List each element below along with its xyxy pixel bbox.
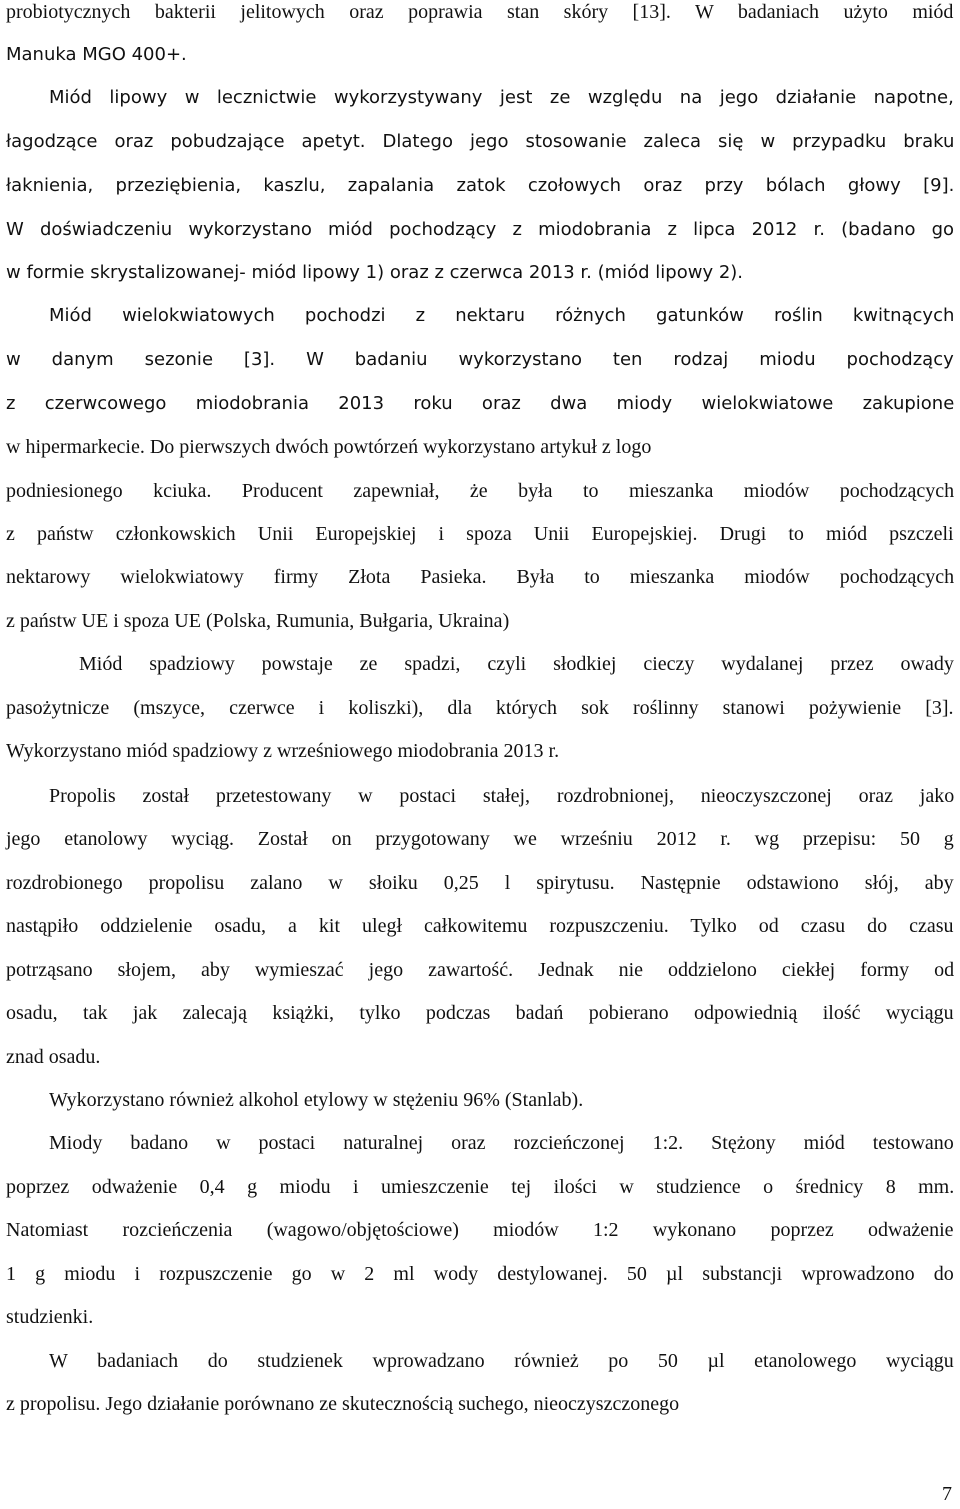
text-line xyxy=(6,1045,954,1069)
text-line-content: W badaniach do studzienek wprowadzano również po 50 µl etanolowego wyciągu xyxy=(49,1350,954,1372)
text-line xyxy=(6,435,954,459)
text-line-content: w danym sezonie [3]. W badaniu wykorzystano ten rodzaj miodu pochodzący xyxy=(6,349,954,370)
text-line xyxy=(6,827,954,851)
text-line-content: w formie skrystalizowanej- miód lipowy 1) oraz z czerwca 2013 r. (miód lipowy 2). xyxy=(6,262,744,283)
text-line xyxy=(6,392,954,416)
text-line-content: pasożytnicze (mszyce, czerwce i koliszki), dla których sok roślinny stanowi pożywienie [3]. xyxy=(6,697,954,719)
text-line xyxy=(6,1392,954,1416)
page-number: 7 xyxy=(942,1483,952,1505)
text-line-content: Miód lipowy w lecznictwie wykorzystywany jest ze względu na jego działanie napotne, xyxy=(49,87,954,108)
text-line-content: Miód wielokwiatowych pochodzi z nektaru różnych gatunków roślin kwitnących xyxy=(49,305,955,326)
text-line-content: jego etanolowy wyciąg. Został on przygotowany we wrześniu 2012 r. wg przepisu: 50 g xyxy=(6,828,954,850)
text-line xyxy=(6,739,954,763)
text-line xyxy=(6,218,954,242)
text-line-content: łagodzące oraz pobudzające apetyt. Dlatego jego stosowanie zaleca się w przypadku braku xyxy=(6,131,955,152)
text-line xyxy=(6,871,954,895)
text-line xyxy=(49,784,954,808)
text-line xyxy=(49,1088,954,1112)
text-line-content: nastąpiło oddzielenie osadu, a kit uległ całkowitemu rozpuszczeniu. Tylko od czasu do czasu xyxy=(6,915,954,937)
text-line-content: osadu, tak jak zalecają książki, tylko podczas badań pobierano odpowiednią ilość wyciągu xyxy=(6,1002,954,1024)
text-line-content: z państw członkowskich Unii Europejskiej i spoza Unii Europejskiej. Drugi to miód pszczeli xyxy=(6,523,954,545)
text-line-content: poprzez odważenie 0,4 g miodu i umieszczenie tej ilości w studzience o średnicy 8 mm. xyxy=(6,1176,955,1198)
text-line-content: Wykorzystano również alkohol etylowy w stężeniu 96% (Stanlab). xyxy=(49,1089,584,1111)
text-line-content: Propolis został przetestowany w postaci stałej, rozdrobnionej, nieoczyszczonej oraz jako xyxy=(49,785,955,807)
text-line-content: nektarowy wielokwiatowy firmy Złota Pasieka. Była to mieszanka miodów pochodzących xyxy=(6,566,955,588)
text-line xyxy=(6,43,954,67)
text-line-content: 1 g miodu i rozpuszczenie go w 2 ml wody destylowanej. 50 µl substancji wprowadzono do xyxy=(6,1263,954,1285)
text-line xyxy=(6,1001,954,1025)
text-line-content: łaknienia, przeziębienia, kaszlu, zapalania zatok czołowych oraz przy bólach głowy [9]. xyxy=(6,175,955,196)
text-line-content: probiotycznych bakterii jelitowych oraz poprawia stan skóry [13]. W badaniach użyto miód xyxy=(6,1,954,23)
text-line xyxy=(49,1349,954,1373)
text-line xyxy=(6,565,954,589)
text-line-content: z propolisu. Jego działanie porównano ze skutecznością suchego, nieoczyszczonego xyxy=(6,1393,680,1415)
text-line xyxy=(6,479,954,503)
text-line xyxy=(49,86,954,110)
text-line xyxy=(6,914,954,938)
text-line-content: z państw UE i spoza UE (Polska, Rumunia, Bułgaria, Ukraina) xyxy=(6,610,510,632)
text-line xyxy=(6,1218,954,1242)
text-line-content: Manuka MGO 400+. xyxy=(6,44,187,65)
text-line xyxy=(6,348,954,372)
text-line-content: z czerwcowego miodobrania 2013 roku oraz dwa miody wielokwiatowe zakupione xyxy=(6,393,955,414)
text-line xyxy=(49,1131,954,1155)
text-line-content: znad osadu. xyxy=(6,1046,101,1068)
text-line xyxy=(6,609,954,633)
text-line-content: Natomiast rozcieńczenia (wagowo/objętościowe) miodów 1:2 wykonano poprzez odważenie xyxy=(6,1219,954,1241)
text-line xyxy=(6,1305,954,1329)
text-line xyxy=(6,522,954,546)
text-line xyxy=(6,958,954,982)
text-line-content: W doświadczeniu wykorzystano miód pochodzący z miodobrania z lipca 2012 r. (badano go xyxy=(6,219,955,240)
text-line-content: podniesionego kciuka. Producent zapewniał, że była to mieszanka miodów pochodzących xyxy=(6,480,955,502)
text-line-content: rozdrobionego propolisu zalano w słoiku 0,25 l spirytusu. Następnie odstawiono słój, aby xyxy=(6,872,954,894)
text-line xyxy=(49,304,954,328)
text-line-content: potrząsano słojem, aby wymieszać jego zawartość. Jednak nie oddzielono ciekłej formy od xyxy=(6,959,955,981)
text-line-content: Miód spadziowy powstaje ze spadzi, czyli słodkiej cieczy wydalanej przez owady xyxy=(79,653,954,675)
text-line xyxy=(6,130,954,154)
text-line xyxy=(6,174,954,198)
text-line-content: w hipermarkecie. Do pierwszych dwóch powtórzeń wykorzystano artykuł z logo xyxy=(6,436,652,458)
text-line xyxy=(6,1175,954,1199)
text-line-content: Miody badano w postaci naturalnej oraz rozcieńczonej 1:2. Stężony miód testowano xyxy=(49,1132,954,1154)
text-line-content: Wykorzystano miód spadziowy z wrześniowego miodobrania 2013 r. xyxy=(6,740,560,762)
text-line xyxy=(6,0,954,24)
text-line xyxy=(6,696,954,720)
text-line xyxy=(6,261,954,285)
text-line xyxy=(79,652,954,676)
text-line xyxy=(6,1262,954,1286)
text-line-content: studzienki. xyxy=(6,1306,94,1328)
